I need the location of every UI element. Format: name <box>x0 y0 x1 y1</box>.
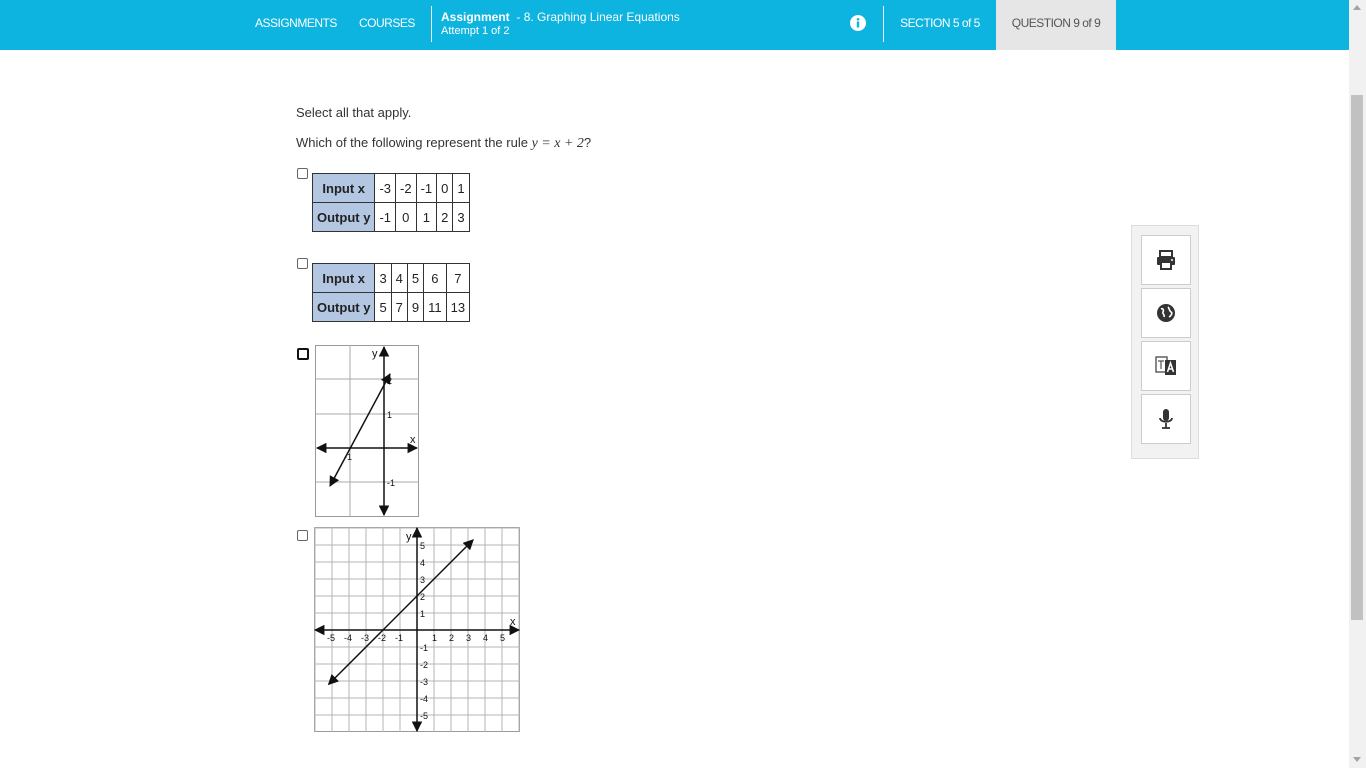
x-tick-label: 4 <box>483 633 489 643</box>
y-tick-label: -1 <box>420 643 429 653</box>
assignment-name: - 8. Graphing Linear Equations <box>516 10 680 24</box>
option-2-checkbox[interactable] <box>297 258 308 269</box>
table-cell: 1 <box>453 174 469 203</box>
scroll-thumb[interactable] <box>1351 95 1363 620</box>
assignment-title <box>441 10 680 24</box>
divider <box>431 6 432 42</box>
table-cell: -3 <box>375 174 396 203</box>
prompt-rule: y = x + 2 <box>531 136 584 151</box>
x-tick-label: 1 <box>432 633 438 643</box>
table-cell: -1 <box>416 174 437 203</box>
globe-icon <box>1154 301 1178 325</box>
option-4-graph <box>314 527 520 732</box>
print-button[interactable] <box>1141 235 1191 285</box>
y-tick-label: 4 <box>420 558 426 568</box>
input-header: Input x <box>313 264 375 293</box>
option-1-checkbox[interactable] <box>297 168 308 179</box>
input-header: Input x <box>313 174 375 203</box>
table-cell: 0 <box>396 203 417 232</box>
table-cell: 7 <box>446 264 469 293</box>
instruction-text: Select all that apply. <box>296 105 412 120</box>
output-header: Output y <box>313 203 375 232</box>
table-cell: 7 <box>391 293 407 322</box>
vertical-scrollbar[interactable] <box>1349 0 1366 768</box>
table-cell: 13 <box>446 293 469 322</box>
table-cell: 5 <box>375 293 391 322</box>
scroll-down-icon[interactable] <box>1353 757 1361 762</box>
x-tick-label: 2 <box>449 633 455 643</box>
graph-frame <box>316 346 419 517</box>
info-icon[interactable] <box>850 15 866 31</box>
option-4-checkbox[interactable] <box>297 530 308 541</box>
prompt-prefix: Which of the following represent the rule <box>296 135 532 150</box>
translate-icon <box>1154 354 1178 378</box>
y-axis-label: y <box>372 348 378 360</box>
microphone-button[interactable] <box>1141 394 1191 444</box>
option-3-graph <box>315 345 419 517</box>
table-row <box>313 174 470 203</box>
tick-label: -1 <box>344 452 353 462</box>
assignment-label: Assignment <box>441 10 510 24</box>
print-icon <box>1154 248 1178 272</box>
table-cell: 4 <box>391 264 407 293</box>
y-tick-label: -3 <box>420 677 429 687</box>
globe-button[interactable] <box>1141 288 1191 338</box>
table-cell: -1 <box>375 203 396 232</box>
x-tick-label: -1 <box>395 633 404 643</box>
y-tick-label: 3 <box>420 575 426 585</box>
y-axis-label: y <box>406 531 412 543</box>
x-tick-label: -3 <box>361 633 370 643</box>
microphone-icon <box>1154 407 1178 431</box>
table-cell: 11 <box>424 293 447 322</box>
top-navigation-bar <box>0 0 1349 50</box>
table-cell: 6 <box>424 264 447 293</box>
table-cell: 5 <box>407 264 423 293</box>
tick-label: -1 <box>387 478 396 488</box>
y-tick-label: 2 <box>420 592 426 602</box>
question-indicator[interactable]: QUESTION 9 of 9 <box>996 0 1116 50</box>
x-axis-label: x <box>410 434 416 446</box>
output-header: Output y <box>313 293 375 322</box>
tick-label: 2 <box>387 376 393 386</box>
courses-link[interactable]: COURSES <box>359 16 415 30</box>
table-cell: -2 <box>396 174 417 203</box>
x-tick-label: -5 <box>327 633 336 643</box>
table-cell: 1 <box>416 203 437 232</box>
y-tick-label: -5 <box>420 711 429 721</box>
table-cell: 3 <box>375 264 391 293</box>
table-cell: 0 <box>437 174 453 203</box>
tool-panel <box>1131 225 1199 459</box>
y-tick-label: 5 <box>420 541 426 551</box>
attempt-text: Attempt 1 of 2 <box>441 25 510 37</box>
table-cell: 2 <box>437 203 453 232</box>
section-indicator[interactable]: SECTION 5 of 5 <box>900 16 980 30</box>
table-row <box>313 203 470 232</box>
question-prompt <box>296 135 591 152</box>
option-3-checkbox[interactable] <box>297 348 309 360</box>
assignments-link[interactable]: ASSIGNMENTS <box>255 16 337 30</box>
x-tick-label: -4 <box>344 633 353 643</box>
y-tick-label: -2 <box>420 660 429 670</box>
scroll-up-icon[interactable] <box>1353 5 1361 10</box>
y-tick-label: 1 <box>420 609 426 619</box>
x-tick-label: 5 <box>500 633 506 643</box>
x-axis-label: x <box>510 616 516 628</box>
x-tick-label: 3 <box>466 633 472 643</box>
tick-label: 1 <box>387 410 393 420</box>
translate-button[interactable] <box>1141 341 1191 391</box>
table-row <box>313 264 470 293</box>
x-tick-label: -2 <box>378 633 387 643</box>
option-1-table <box>312 173 470 232</box>
y-tick-label: -4 <box>420 694 429 704</box>
table-row <box>313 293 470 322</box>
table-cell: 9 <box>407 293 423 322</box>
table-cell: 3 <box>453 203 469 232</box>
prompt-suffix: ? <box>583 135 592 150</box>
option-2-table <box>312 263 470 322</box>
